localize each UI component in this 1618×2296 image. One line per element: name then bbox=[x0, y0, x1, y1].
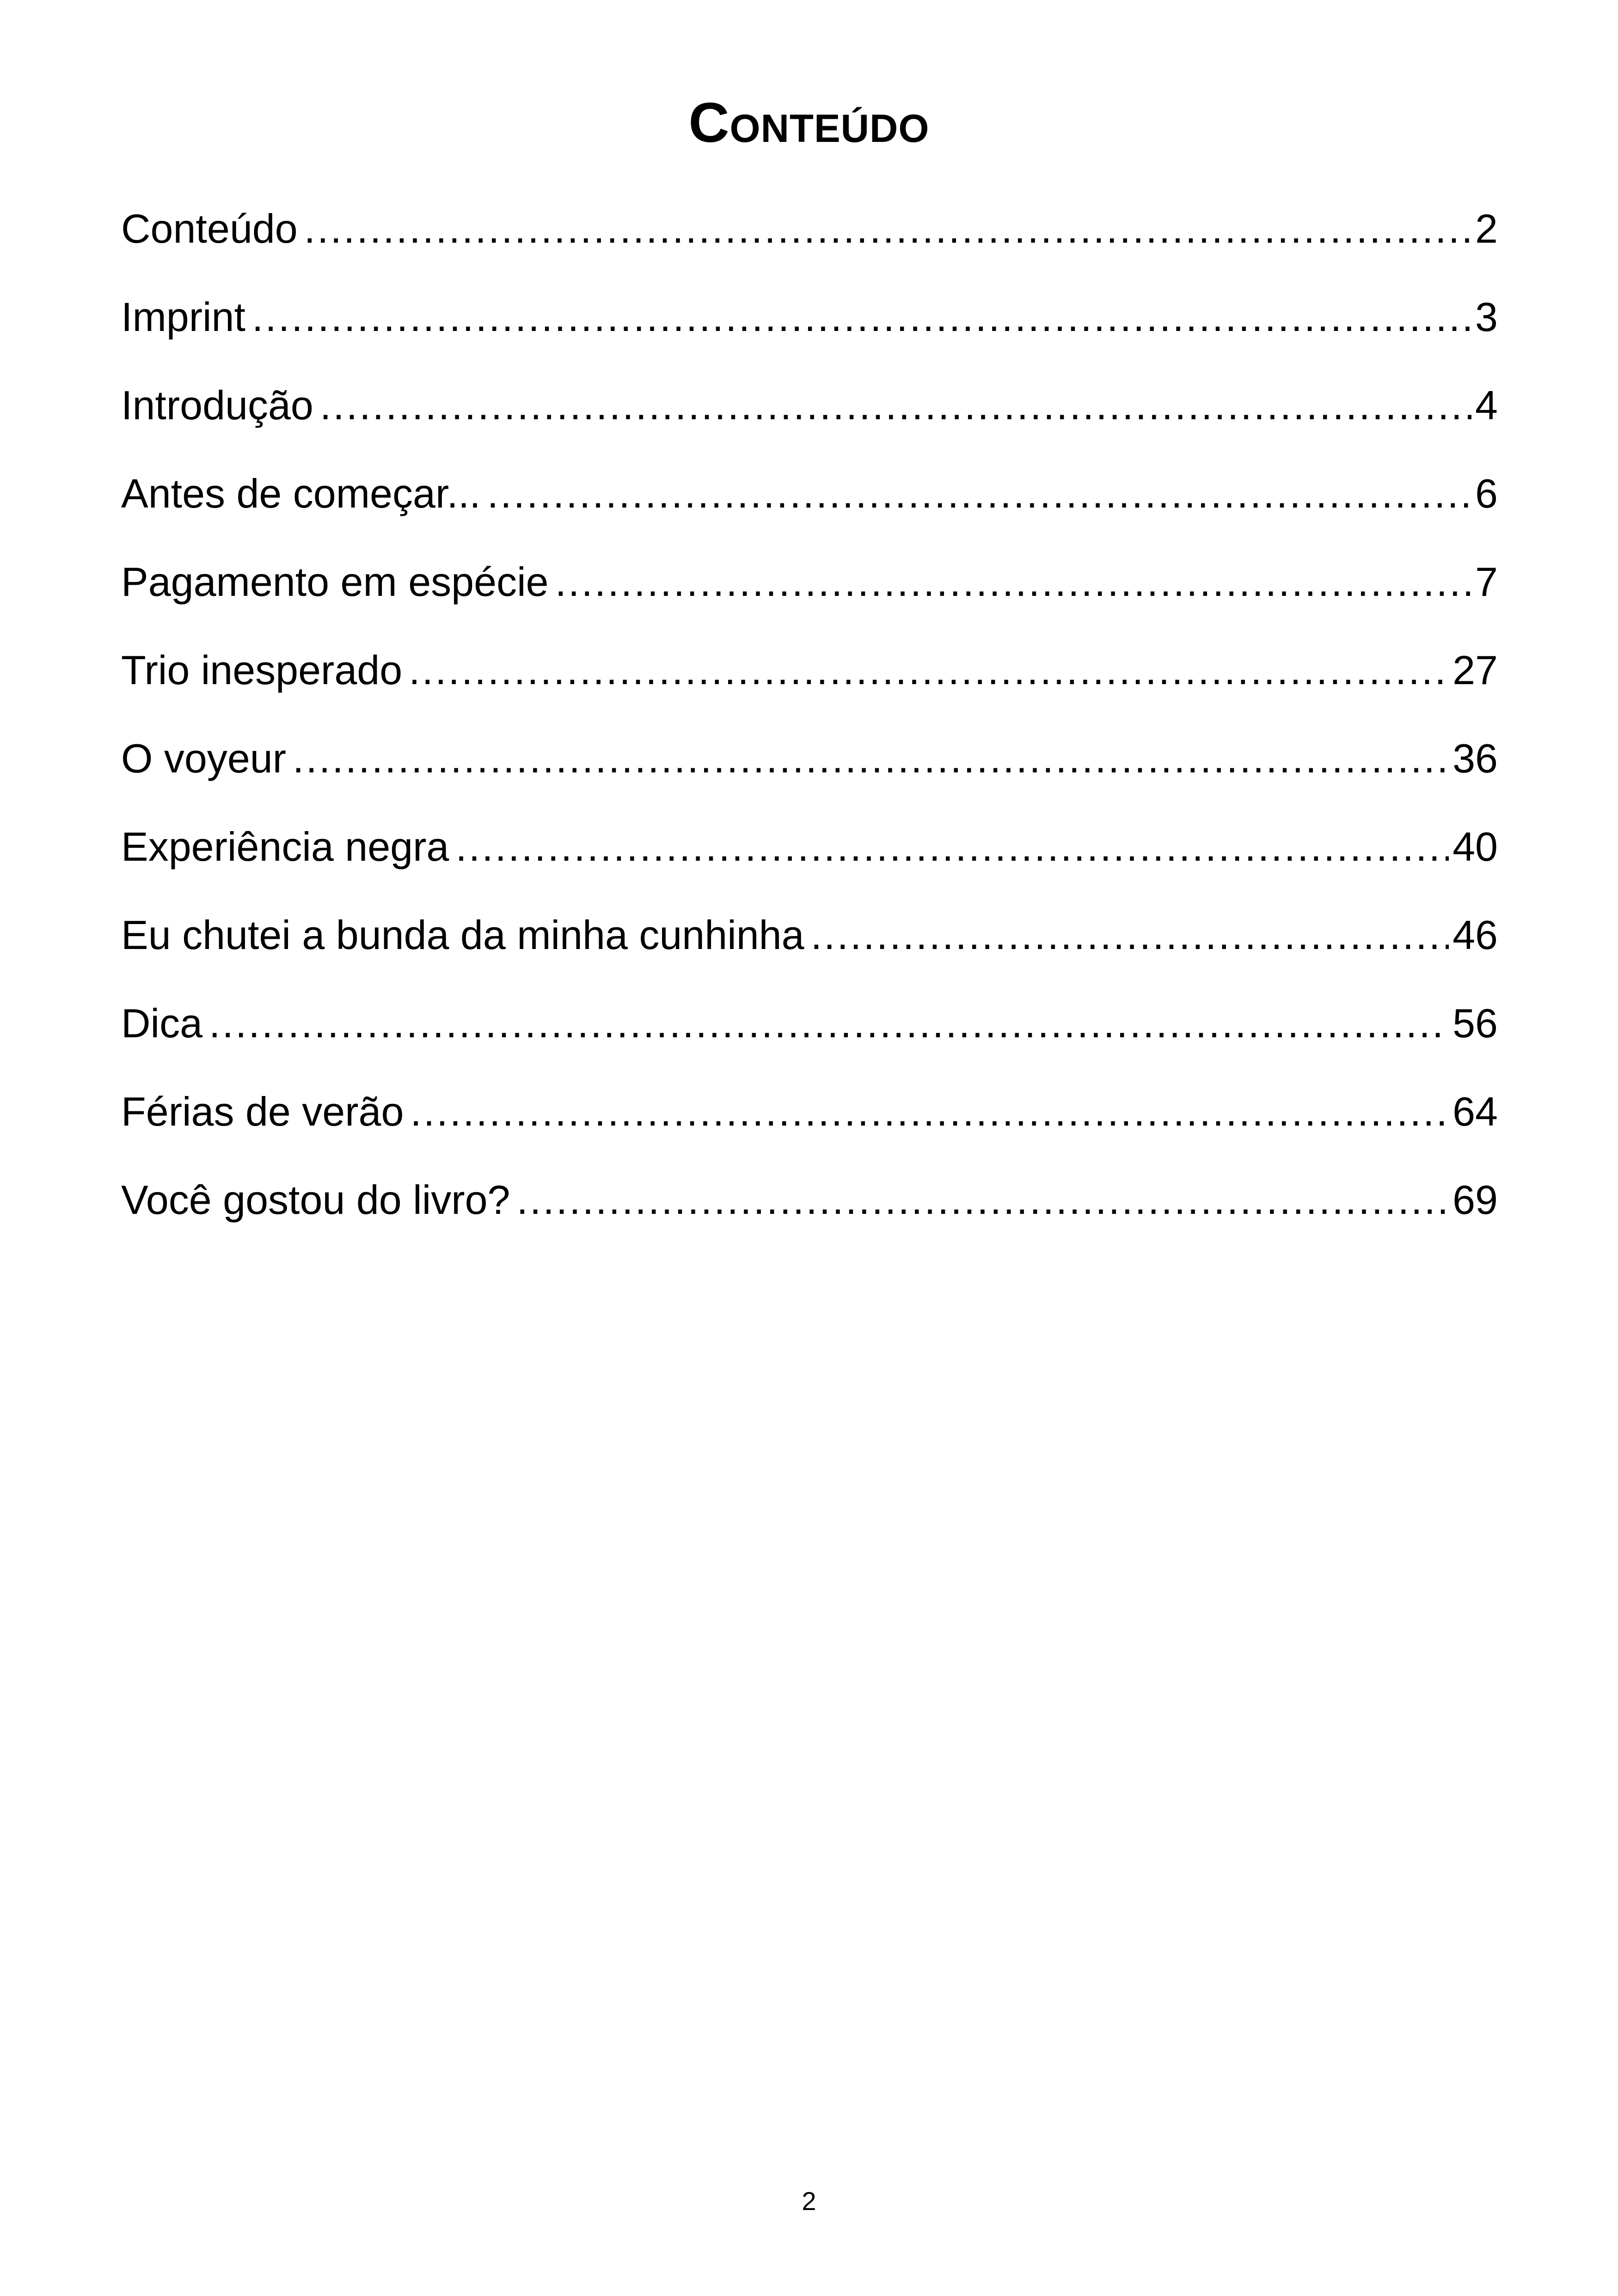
toc-entry-label: Você gostou do livro? bbox=[121, 1177, 510, 1223]
toc-entry-page: 6 bbox=[1475, 471, 1498, 516]
toc-entry[interactable] bbox=[121, 375, 1498, 464]
toc-entry-label: Férias de verão bbox=[121, 1089, 404, 1134]
toc-dot-leader bbox=[252, 287, 1471, 347]
toc-entry-label: Pagamento em espécie bbox=[121, 559, 549, 605]
toc-dot-leader bbox=[811, 905, 1449, 965]
toc-entry-page: 69 bbox=[1453, 1177, 1498, 1223]
toc-entry[interactable] bbox=[121, 1082, 1498, 1170]
toc-entry-label: Introdução bbox=[121, 382, 313, 428]
toc-entry-label: Conteúdo bbox=[121, 206, 298, 251]
toc-dot-leader bbox=[516, 1170, 1449, 1230]
toc-entry-page: 3 bbox=[1475, 294, 1498, 340]
toc-entry-page: 40 bbox=[1453, 824, 1498, 869]
toc-dot-leader bbox=[409, 640, 1449, 700]
toc-entry[interactable] bbox=[121, 817, 1498, 905]
toc-entry[interactable] bbox=[121, 729, 1498, 817]
toc-dot-leader bbox=[410, 1082, 1449, 1142]
toc-entry[interactable] bbox=[121, 905, 1498, 993]
toc-dot-leader bbox=[209, 993, 1449, 1053]
toc-entry-page: 36 bbox=[1453, 735, 1498, 781]
page-title: Conteúdo bbox=[688, 91, 930, 154]
toc-dot-leader bbox=[555, 552, 1471, 612]
toc-entry-page: 2 bbox=[1475, 206, 1498, 251]
toc-entry-label: Eu chutei a bunda da minha cunhinha bbox=[121, 912, 804, 958]
table-of-contents bbox=[121, 199, 1498, 1258]
page-number: 2 bbox=[802, 2186, 816, 2216]
toc-dot-leader bbox=[455, 817, 1449, 877]
toc-entry[interactable] bbox=[121, 1170, 1498, 1258]
toc-entry-page: 7 bbox=[1475, 559, 1498, 605]
toc-entry[interactable] bbox=[121, 287, 1498, 375]
toc-entry-label: Antes de começar... bbox=[121, 471, 481, 516]
toc-entry-label: Trio inesperado bbox=[121, 647, 403, 693]
toc-entry[interactable] bbox=[121, 199, 1498, 287]
toc-entry-label: Experiência negra bbox=[121, 824, 449, 869]
toc-entry[interactable] bbox=[121, 464, 1498, 552]
toc-entry-page: 46 bbox=[1453, 912, 1498, 958]
toc-entry-page: 56 bbox=[1453, 1000, 1498, 1046]
toc-entry-page: 27 bbox=[1453, 647, 1498, 693]
toc-dot-leader bbox=[487, 464, 1471, 524]
toc-dot-leader bbox=[304, 199, 1471, 259]
toc-entry-label: Dica bbox=[121, 1000, 203, 1046]
toc-entry-page: 4 bbox=[1475, 382, 1498, 428]
toc-entry-page: 64 bbox=[1453, 1089, 1498, 1134]
toc-dot-leader bbox=[320, 375, 1471, 435]
toc-entry[interactable] bbox=[121, 552, 1498, 640]
toc-entry[interactable] bbox=[121, 993, 1498, 1082]
toc-entry-label: O voyeur bbox=[121, 735, 287, 781]
toc-entry[interactable] bbox=[121, 640, 1498, 729]
toc-entry-label: Imprint bbox=[121, 294, 245, 340]
toc-dot-leader bbox=[293, 729, 1449, 789]
